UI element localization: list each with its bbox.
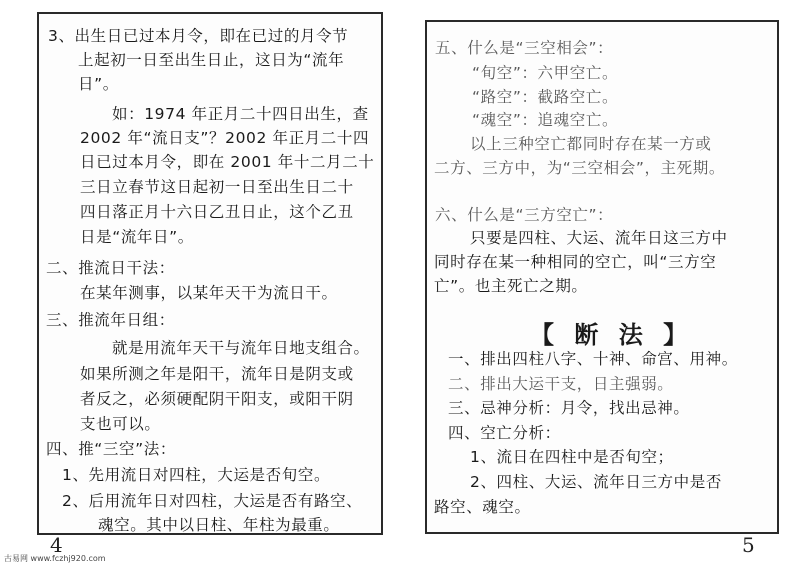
text-line: “魂空”：追魂空亡。 — [472, 111, 619, 129]
text-line: 同时存在某一种相同的空亡，叫“三方空 — [434, 253, 717, 271]
text-line: 二方、三方中，为“三空相会”，主死期。 — [434, 159, 725, 177]
text-line: 支也可以。 — [80, 415, 161, 433]
text-line: 日已过本月令，即在 2001 年十二月二十 — [80, 153, 375, 171]
text-line: 以上三种空亡都同时存在某一方或 — [470, 135, 712, 153]
text-line: 上起初一日至出生日止，这日为“流年 — [78, 51, 345, 69]
text-line: 3、出生日已过本月令，即在已过的月令节 — [48, 27, 349, 45]
page-number-left: 4 — [50, 533, 63, 557]
section-heading: 三、推流年日组： — [46, 311, 175, 329]
section-heading: 六、什么是“三方空亡”： — [435, 206, 614, 224]
list-item: 二、排出大运干支，日主强弱。 — [448, 375, 674, 393]
list-item: 1、流日在四柱中是否旬空； — [470, 448, 674, 466]
text-line: 只要是四柱、大运、流年日这三方中 — [470, 229, 728, 247]
text-line: 亡”。也主死亡之期。 — [434, 277, 588, 295]
text-line: 路空、魂空。 — [434, 498, 531, 516]
section-heading: 五、什么是“三空相会”： — [435, 39, 614, 57]
text-line: 如果所测之年是阳干，流年日是阴支或 — [80, 365, 354, 383]
list-item: 2、四柱、大运、流年日三方中是否 — [470, 473, 722, 491]
text-line: 日是“流年日”。 — [80, 228, 194, 246]
page-number-right: 5 — [742, 533, 755, 557]
text-line: 就是用流年天干与流年日地支组合。 — [112, 339, 370, 357]
text-line: 魂空。其中以日柱、年柱为最重。 — [98, 516, 340, 534]
site-watermark: 古易网 www.fczhj920.com — [4, 554, 106, 563]
text-line: 2002 年“流日支”？2002 年正月二十四 — [80, 129, 370, 147]
text-line: 如：1974 年正月二十四日出生，查 — [112, 105, 369, 123]
text-line: 四日落正月十六日乙丑日止，这个乙丑 — [80, 203, 354, 221]
text-line: “路空”：截路空亡。 — [472, 88, 619, 106]
list-item: 1、先用流日对四柱，大运是否旬空。 — [62, 466, 331, 484]
section-heading: 四、推“三空”法： — [46, 440, 176, 458]
text-line: 三日立春节这日起初一日至出生日二十 — [80, 178, 354, 196]
text-line: 者反之，必须硬配阴干阳支，或阳干阴 — [80, 390, 354, 408]
list-item: 三、忌神分析：月令，找出忌神。 — [448, 399, 690, 417]
list-item: 一、排出四柱八字、十神、命宫、用神。 — [448, 350, 738, 368]
list-item: 四、空亡分析： — [448, 424, 561, 442]
duanfa-heading: 【 断 法 】 — [530, 321, 694, 349]
section-heading: 二、推流日干法： — [46, 259, 175, 277]
text-line: 在某年测事，以某年天干为流日干。 — [80, 284, 338, 302]
text-line: “旬空”：六甲空亡。 — [472, 64, 619, 82]
list-item: 2、后用流年日对四柱，大运是否有路空、 — [62, 492, 363, 510]
text-line: 日”。 — [78, 75, 119, 93]
